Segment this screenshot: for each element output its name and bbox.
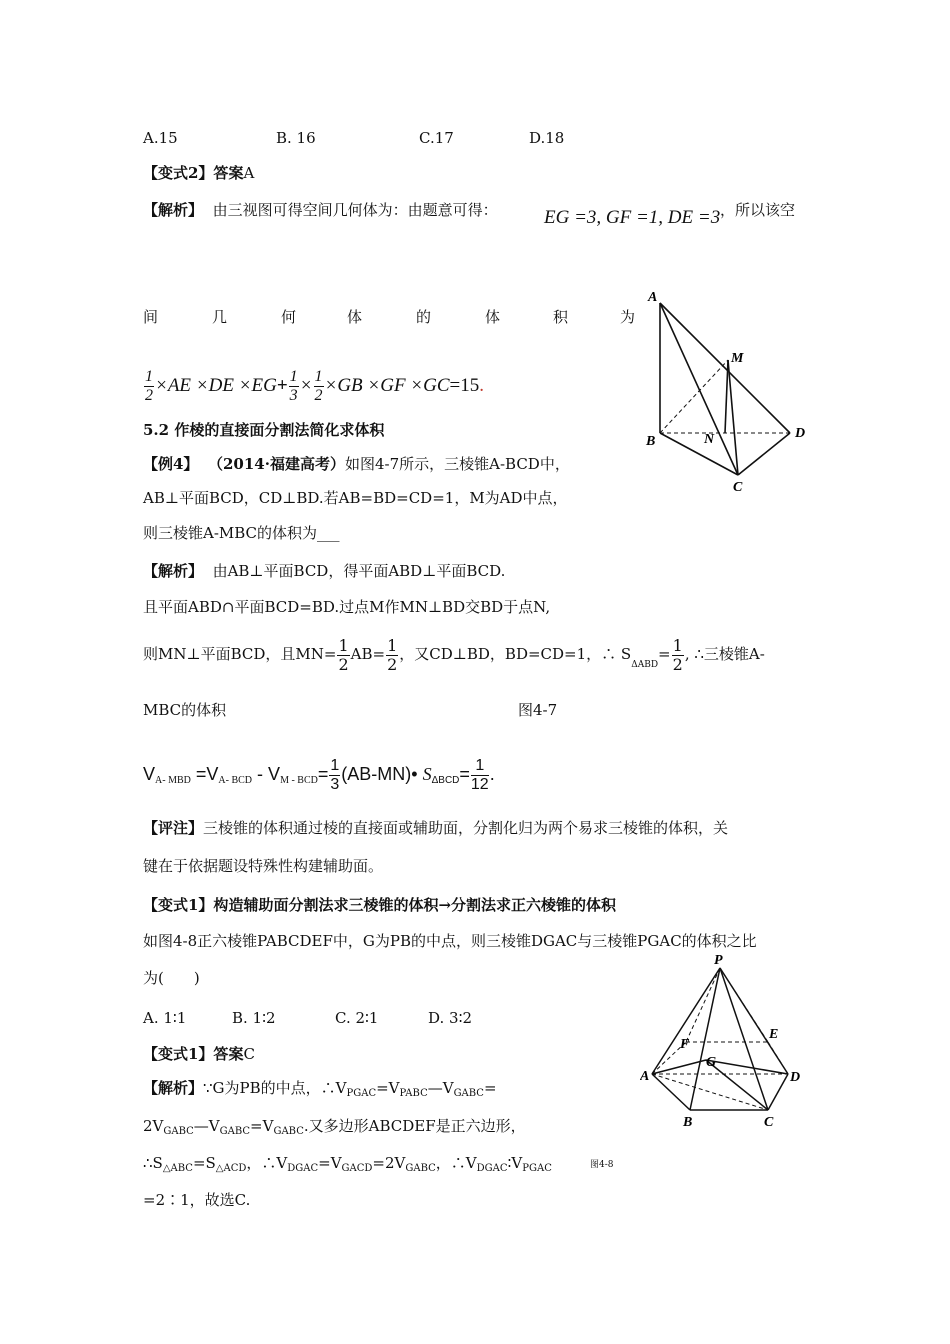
- comment-line2: 键在于依据题设特殊性构建辅助面。: [143, 857, 384, 875]
- example4-line2: AB⊥平面BCD，CD⊥BD.若AB=BD=CD=1，M为AD中点，: [143, 489, 568, 507]
- label-m: M: [731, 351, 744, 366]
- label-e: E: [769, 1027, 779, 1042]
- fraction: $\frac{1}{3}$: [289, 368, 298, 405]
- edge-gd: [706, 1060, 788, 1074]
- spaced-char: 几: [212, 308, 228, 326]
- comment-line1: 【评注】三棱锥的体积通过棱的直接面或辅助面，分割化归为两个易求三棱锥的体积，关: [143, 819, 729, 837]
- figure-4-8-caption: 图4-8: [590, 1160, 614, 1170]
- edge-pb: [690, 968, 720, 1110]
- spaced-char: 间: [143, 308, 159, 326]
- label-a: A: [648, 290, 658, 305]
- variant1-solution3: $\therefore S_{\triangle ABC}=S_{\triangle ACD}$，$\therefore V_{DGAC}=V_{GACD}=2V_{GABC}$，$\therefore V_{DGAC}∶V_{PGAC}$: [143, 1154, 552, 1174]
- volume-equation: $V_{A- MBD} =V_{A- BCD} - V_{M - BCD}=$ $\frac{1}{3}$ (AB-MN)• $S_{\Delta BCD}=$ $\frac{1}{12}$ .: [143, 756, 495, 793]
- fraction: $\frac{1}{2}$: [338, 635, 349, 674]
- spaced-char: 为: [620, 308, 636, 326]
- label-c: C: [764, 1115, 774, 1130]
- figure-4-7-caption: 图4-7: [518, 701, 558, 719]
- variant1-problem2: 为( ): [143, 969, 200, 987]
- fraction: $\frac{1}{2}$: [387, 635, 398, 674]
- analysis1-line: [143, 200, 498, 220]
- label-f: F: [680, 1037, 690, 1052]
- edge-pd: [720, 968, 788, 1074]
- option-d: D.18: [529, 129, 565, 147]
- variant2-answer: [143, 163, 254, 183]
- option-c: C.17: [419, 129, 454, 147]
- option2-c: C. 2∶1: [335, 1009, 379, 1027]
- fraction: $\frac{1}{2}$: [672, 635, 683, 674]
- analysis-tag: 【解析】: [143, 201, 204, 219]
- edge-cd: [738, 433, 790, 475]
- fraction: $\frac{1}{2}$: [314, 368, 323, 405]
- edge-bm: [660, 360, 728, 433]
- variant1-solution2: $2V_{GABC}—V_{GABC}=V_{GABC}$.又多边形ABCDEF是正六边形，: [143, 1117, 526, 1137]
- solution-line4: MBC的体积: [143, 701, 227, 719]
- edge-pf: [686, 968, 720, 1042]
- volume-expression: $\frac{1}{2}$ ×AE ×DE ×EG+ $\frac{1}{3}$ × $\frac{1}{2}$ ×GB ×GF ×GC=15.: [145, 368, 484, 405]
- label-a: A: [640, 1069, 650, 1084]
- label-d: D: [795, 426, 806, 441]
- variant1-problem1: 如图4-8正六棱锥PABCDEF中，G为PB的中点，则三棱锥DGAC与三棱锥PGAC的体积之比: [143, 932, 757, 950]
- variant1-solution1: 【解析】∵G为PB的中点，$\therefore V_{PGAC}=V_{PABC}—V_{GABC}=$: [143, 1079, 497, 1099]
- spaced-char: 何: [281, 308, 297, 326]
- edge-ad: [660, 303, 790, 433]
- analysis1-text: 由三视图可得空间几何体为：由题意可得：: [212, 201, 498, 219]
- figure-4-7: [640, 285, 820, 495]
- spaced-char: 体: [347, 308, 363, 326]
- edge-bc: [660, 433, 738, 475]
- label-d: D: [790, 1070, 801, 1085]
- fraction: $\frac{1}{3}$: [330, 756, 340, 793]
- spaced-char: 积: [553, 308, 569, 326]
- analysis1-equation: EG =3, GF =1, DE =3: [544, 207, 721, 228]
- solution-line1: 【解析】 由AB⊥平面BCD，得平面ABD⊥平面BCD.: [143, 562, 506, 580]
- variant1-answer: 【变式1】答案C: [143, 1045, 255, 1063]
- solution-line3: 则MN⊥平面BCD，且MN= $\frac{1}{2}$ AB= $\frac{1}{2}$ ，又CD⊥BD，BD=CD=1，∴ $S_{\Delta ABD}=$ $\frac{1}{2}$ , ∴三棱锥A-: [143, 635, 765, 674]
- option-a: A.15: [143, 129, 178, 147]
- edge-mn: [725, 360, 728, 433]
- label-n: N: [704, 432, 715, 447]
- edge-pc: [720, 968, 768, 1110]
- option2-b: B. 1∶2: [232, 1009, 276, 1027]
- variant1-solution4: =2∶1，故选C.: [143, 1191, 251, 1209]
- figure-4-8: [640, 950, 820, 1135]
- option2-d: D. 3∶2: [428, 1009, 473, 1027]
- label-b: B: [646, 434, 656, 449]
- edge-ac: [652, 1074, 768, 1110]
- edge-ab: [652, 1074, 690, 1110]
- example4-line3: 则三棱锥A-MBC的体积为___: [143, 524, 340, 542]
- solution-line2: 且平面ABD∩平面BCD=BD.过点M作MN⊥BD交BD于点N,: [143, 598, 551, 616]
- label-b: B: [683, 1115, 693, 1130]
- edge-cd: [768, 1074, 788, 1110]
- variant1-heading: 【变式1】构造辅助面分割法求三棱锥的体积→分割法求正六棱锥的体积: [143, 896, 617, 914]
- variant2-answer-value: A: [243, 164, 255, 182]
- spaced-char: 体: [485, 308, 501, 326]
- label-g: G: [706, 1055, 717, 1070]
- fraction: $\frac{1}{2}$: [145, 368, 153, 405]
- label-c: C: [733, 480, 743, 495]
- option-b: B. 16: [276, 129, 316, 147]
- fraction: $\frac{1}{12}$: [470, 756, 489, 793]
- analysis1-tail: ，所以该空: [720, 201, 796, 219]
- spaced-char: 的: [416, 308, 432, 326]
- example4-line1: 【例4】 （2014·福建高考）如图4-7所示，三棱锥A-BCD中，: [143, 455, 570, 473]
- option2-a: A. 1∶1: [143, 1009, 187, 1027]
- section-heading: 5.2 作棱的直接面分割法简化求体积: [143, 421, 385, 439]
- label-p: P: [714, 953, 723, 968]
- variant2-answer-tag: 【变式2】答案: [143, 164, 244, 182]
